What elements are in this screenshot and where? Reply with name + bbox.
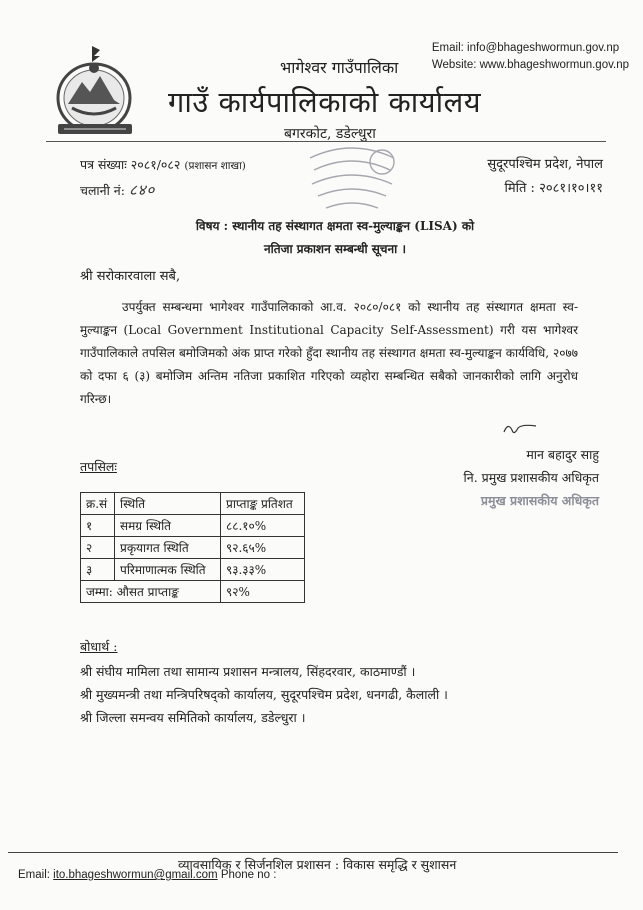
- header-percent: प्राप्ताङ्क प्रतिशत: [221, 493, 305, 515]
- table-cell: परिमाणात्मक स्थिति: [115, 559, 221, 581]
- header-status: स्थिति: [115, 493, 221, 515]
- body-text: उपर्युक्त सम्बन्धमा भागेश्वर गाउँपालिकाको आ.व. २०८०/०८१ को स्थानीय तह संस्थागत क्षमता स्व-मुल्याङ्कन (Local Government Institutional Capacity Self-Assessment) गरी यस भागेश्वर गाउँपालिकाले तपसिल बमोजिमको अंक प्राप्त गरेको हुँदा स्थानीय तह संस्थागत क्षमता स्व-मुल्याङ्कन कार्यविधि, २०७७ को दफा ६ (३) बमोजिम अन्तिम नतिजा प्रकाशित गरिएको व्यहोरा सम्बन्धित सबैको जानकारीको लागि अनुरोध गरिन्छ।: [80, 300, 578, 406]
- nepal-emblem-icon: [52, 44, 138, 140]
- subject: [160, 215, 510, 261]
- bodhartha-label: बोधार्थ :: [80, 639, 118, 654]
- office-stamp-icon: [296, 136, 408, 218]
- table-cell: ९३.३३%: [221, 559, 305, 581]
- footer-email-label: Email:: [18, 869, 50, 881]
- list-item: श्री संघीय मामिला तथा सामान्य प्रशासन मन्त्रालय, सिंहदरवार, काठमाण्डौं ।: [80, 664, 416, 679]
- dispatch-label: चलानी नं:: [80, 183, 125, 198]
- subject-line-1: विषय : स्थानीय तह संस्थागत क्षमता स्व-मुल्याङ्कन (LISA) को: [195, 219, 475, 233]
- header-contact: [432, 40, 629, 74]
- header-website: Website: www.bhageshwormun.gov.np: [431, 59, 629, 71]
- list-item: श्री जिल्ला समन्वय समितिको कार्यालय, डडेल्धुरा ।: [80, 710, 306, 725]
- table-cell: १: [81, 515, 115, 537]
- table-cell: प्रकृयागत स्थिति: [115, 537, 221, 559]
- table-row: [81, 559, 305, 581]
- footer-slogan: व्यावसायिक र सिर्जनशिल प्रशासन : विकास समृद्धि र सुशासन: [178, 857, 457, 872]
- table-cell: ८८.१०%: [221, 515, 305, 537]
- total-value: ९२%: [221, 581, 305, 603]
- office-title: गाउँ कार्यपालिकाको कार्यालय: [168, 85, 482, 119]
- header-serial: क्र.सं: [81, 493, 115, 515]
- office-place: बगरकोट, डडेल्धुरा: [284, 126, 376, 142]
- table-cell: २: [81, 537, 115, 559]
- subject-line-2: नतिजा प्रकाशन सम्बन्धी सूचना ।: [263, 242, 407, 256]
- footer-email-link[interactable]: ito.bhageshwormun@gmail.com: [53, 869, 218, 881]
- letter-date: मिति : २०८१।१०।११: [504, 181, 603, 196]
- right-reference-block: [487, 153, 603, 201]
- table-total-row: [81, 581, 305, 603]
- office-name: भागेश्वर गाउँपालिका: [280, 58, 399, 77]
- table-header-row: [81, 493, 305, 515]
- list-item: श्री मुख्यमन्त्री तथा मन्त्रिपरिषद्को कार्यालय, सुदूरपश्चिम प्रदेश, धनगढी, कैलाली ।: [80, 687, 448, 702]
- table-row: [81, 515, 305, 537]
- letter-branch: (प्रशासन शाखा): [184, 160, 246, 172]
- results-table: [80, 492, 305, 603]
- signature-icon: [500, 420, 540, 440]
- footer-divider: [8, 852, 618, 853]
- signer-block: [464, 443, 599, 512]
- table-cell: ९२.६५%: [221, 537, 305, 559]
- table-row: [81, 537, 305, 559]
- footer-phone: Phone no :: [220, 869, 277, 881]
- bodhartha-list: [80, 660, 448, 729]
- total-label: जम्मा: औसत प्राप्ताङ्क: [81, 581, 221, 603]
- dispatch-line: [80, 178, 246, 203]
- dispatch-number: ८४०: [128, 181, 156, 199]
- table-cell: ३: [81, 559, 115, 581]
- letter-number: पत्र संख्याः २०८१/०८२: [80, 157, 181, 172]
- body-paragraph: [80, 296, 578, 411]
- province: सुदूरपश्चिम प्रदेश, नेपाल: [487, 157, 603, 172]
- signer-name: मान बहादुर साहु: [526, 447, 599, 462]
- salutation: श्री सरोकारवाला सबै,: [80, 269, 181, 284]
- signer-seal: प्रमुख प्रशासकीय अधिकृत: [480, 493, 599, 508]
- table-cell: समग्र स्थिति: [115, 515, 221, 537]
- footer-contact: [18, 869, 276, 881]
- header-email: Email: info@bhageshwormun.gov.np: [431, 42, 620, 54]
- signer-title: नि. प्रमुख प्रशासकीय अधिकृत: [463, 470, 599, 485]
- letter-number-line: [80, 153, 246, 178]
- reference-block: [80, 153, 246, 203]
- table-label: तपसिलः: [80, 459, 117, 474]
